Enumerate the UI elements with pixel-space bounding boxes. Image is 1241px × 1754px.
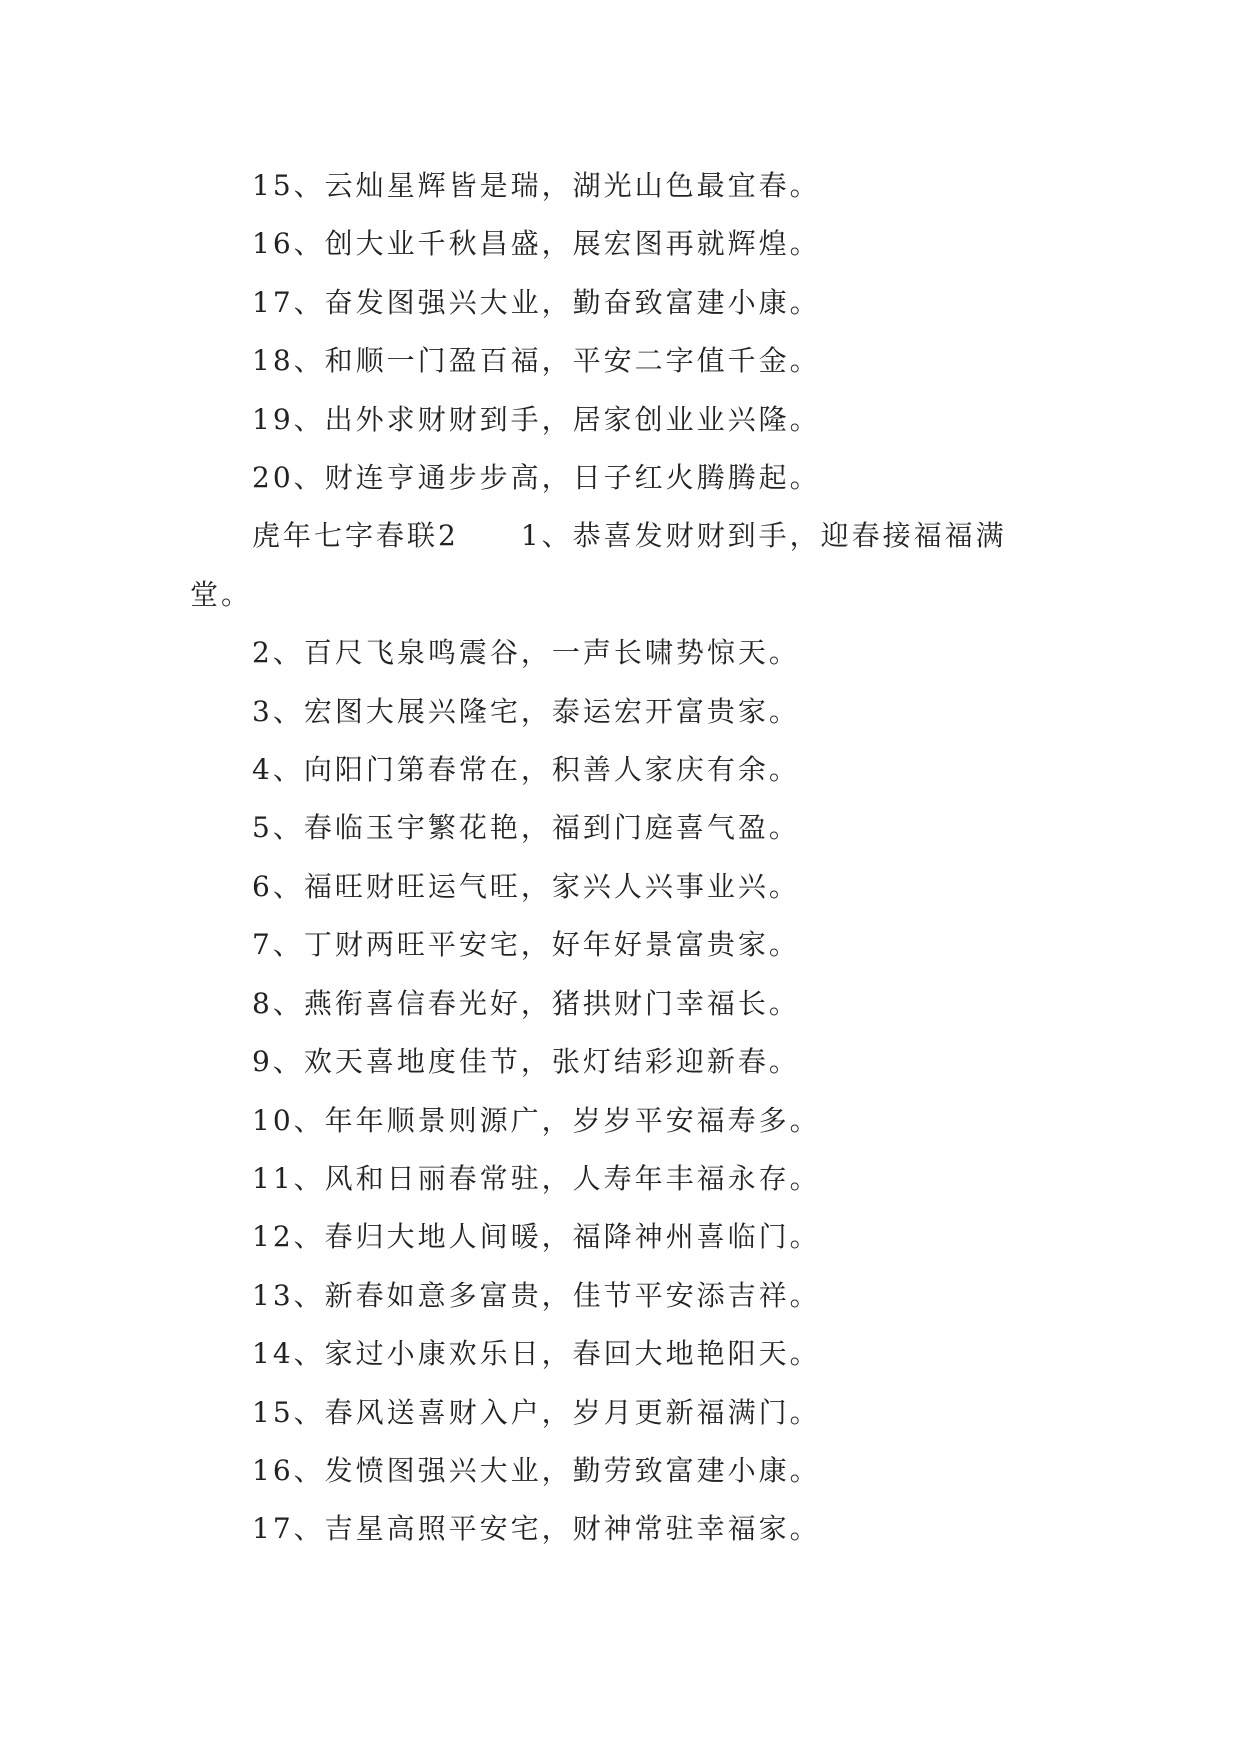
- couplet-line: 16、发愤图强兴大业，勤劳致富建小康。: [252, 1453, 821, 1487]
- couplet-line: 14、家过小康欢乐日，春回大地艳阳天。: [252, 1337, 821, 1371]
- document-body: [190, 157, 1060, 1559]
- section-heading: 虎年七字春联2: [252, 519, 459, 553]
- couplet-line: 12、春归大地人间暖，福降神州喜临门。: [252, 1220, 821, 1254]
- couplet-line: 10、年年顺景则源广，岁岁平安福寿多。: [252, 1103, 821, 1137]
- section-heading-line: [190, 507, 1060, 565]
- couplet-line: 18、和顺一门盈百福，平安二字值千金。: [252, 344, 821, 378]
- couplet-line: 15、云灿星辉皆是瑞，湖光山色最宜春。: [252, 169, 821, 202]
- couplet-line: 7、丁财两旺平安宅，好年好景富贵家。: [252, 928, 800, 962]
- couplet-line: 11、风和日丽春常驻，人寿年丰福永存。: [252, 1161, 821, 1195]
- couplet-line: 3、宏图大展兴隆宅，泰运宏开富贵家。: [252, 694, 800, 728]
- couplet-line: 19、出外求财财到手，居家创业业兴隆。: [252, 402, 821, 436]
- couplet-line-wrap: 堂。: [190, 577, 253, 611]
- couplet-line: 4、向阳门第春常在，积善人家庆有余。: [252, 753, 800, 787]
- couplet-line: 16、创大业千秋昌盛，展宏图再就辉煌。: [252, 227, 821, 261]
- couplet-line-first: 1、恭喜发财财到手，迎春接福福满: [520, 519, 1007, 553]
- couplet-line: 9、欢天喜地度佳节，张灯结彩迎新春。: [252, 1045, 800, 1079]
- couplet-line: 13、新春如意多富贵，佳节平安添吉祥。: [252, 1278, 821, 1312]
- couplet-line: 15、春风送喜财入户，岁月更新福满门。: [252, 1395, 821, 1429]
- couplet-line: 8、燕衔喜信春光好，猪拱财门幸福长。: [252, 986, 800, 1020]
- couplet-line: 17、奋发图强兴大业，勤奋致富建小康。: [252, 285, 821, 319]
- couplet-line: 5、春临玉宇繁花艳，福到门庭喜气盈。: [252, 811, 800, 845]
- couplet-line: 17、吉星高照平安宅，财神常驻幸福家。: [252, 1512, 821, 1546]
- couplet-line: 6、福旺财旺运气旺，家兴人兴事业兴。: [252, 869, 800, 903]
- couplet-line: 2、百尺飞泉鸣震谷，一声长啸势惊天。: [252, 636, 800, 670]
- couplet-line: 20、财连亨通步步高，日子红火腾腾起。: [252, 461, 821, 495]
